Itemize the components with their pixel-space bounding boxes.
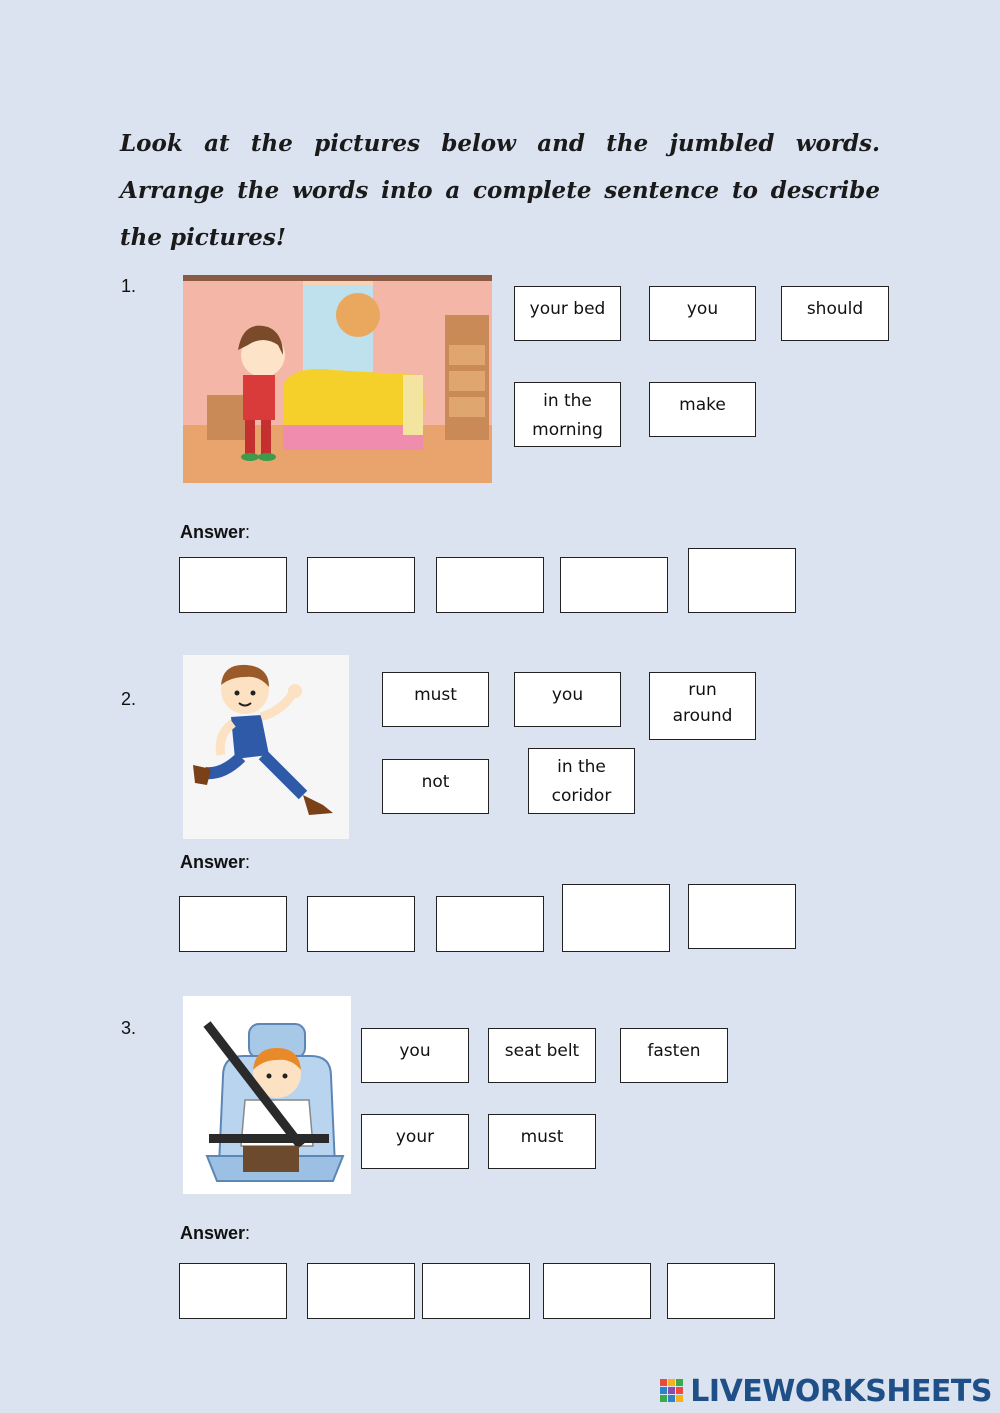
word-card[interactable]: in the coridor [528,748,635,814]
answer-box[interactable] [688,884,796,949]
word-card[interactable]: your [361,1114,469,1169]
question-number-2: 2. [121,689,137,709]
word-card[interactable]: you [649,286,756,341]
word-card[interactable]: in the morning [514,382,621,447]
word-card[interactable]: you [514,672,621,727]
liveworksheets-logo [660,1373,992,1409]
answer-box[interactable] [179,1263,287,1319]
picture-boy-seat-belt [183,996,351,1194]
word-card[interactable]: must [488,1114,596,1169]
answer-box[interactable] [436,896,544,952]
answer-label: Answer: [180,522,251,542]
answer-box[interactable] [436,557,544,613]
brand-name: LIVEWORKSHEETS [690,1373,992,1409]
question-number-1: 1. [121,276,137,296]
answer-box[interactable] [307,896,415,952]
word-card[interactable]: run around [649,672,756,740]
answer-box[interactable] [667,1263,775,1319]
answer-box[interactable] [179,557,287,613]
answer-box[interactable] [307,557,415,613]
picture-girl-making-bed [183,275,492,483]
answer-box[interactable] [688,548,796,613]
word-card[interactable]: your bed [514,286,621,341]
answer-label: Answer: [180,852,251,872]
word-card[interactable]: not [382,759,489,814]
picture-boy-running [183,655,349,839]
answer-box[interactable] [422,1263,530,1319]
word-card[interactable]: fasten [620,1028,728,1083]
answer-box[interactable] [307,1263,415,1319]
answer-box[interactable] [560,557,668,613]
answer-label: Answer: [180,1223,251,1243]
word-card[interactable]: should [781,286,889,341]
instructions-text: Look at the pictures below and the jumbled words. Arrange the words into a complete sentence to describe the pictures! [120,130,880,251]
word-card[interactable]: make [649,382,756,437]
liveworksheets-logo-icon [660,1379,684,1403]
answer-box[interactable] [179,896,287,952]
word-card[interactable]: must [382,672,489,727]
word-card[interactable]: seat belt [488,1028,596,1083]
answer-box[interactable] [562,884,670,952]
word-card[interactable]: you [361,1028,469,1083]
answer-box[interactable] [543,1263,651,1319]
question-number-3: 3. [121,1018,137,1038]
